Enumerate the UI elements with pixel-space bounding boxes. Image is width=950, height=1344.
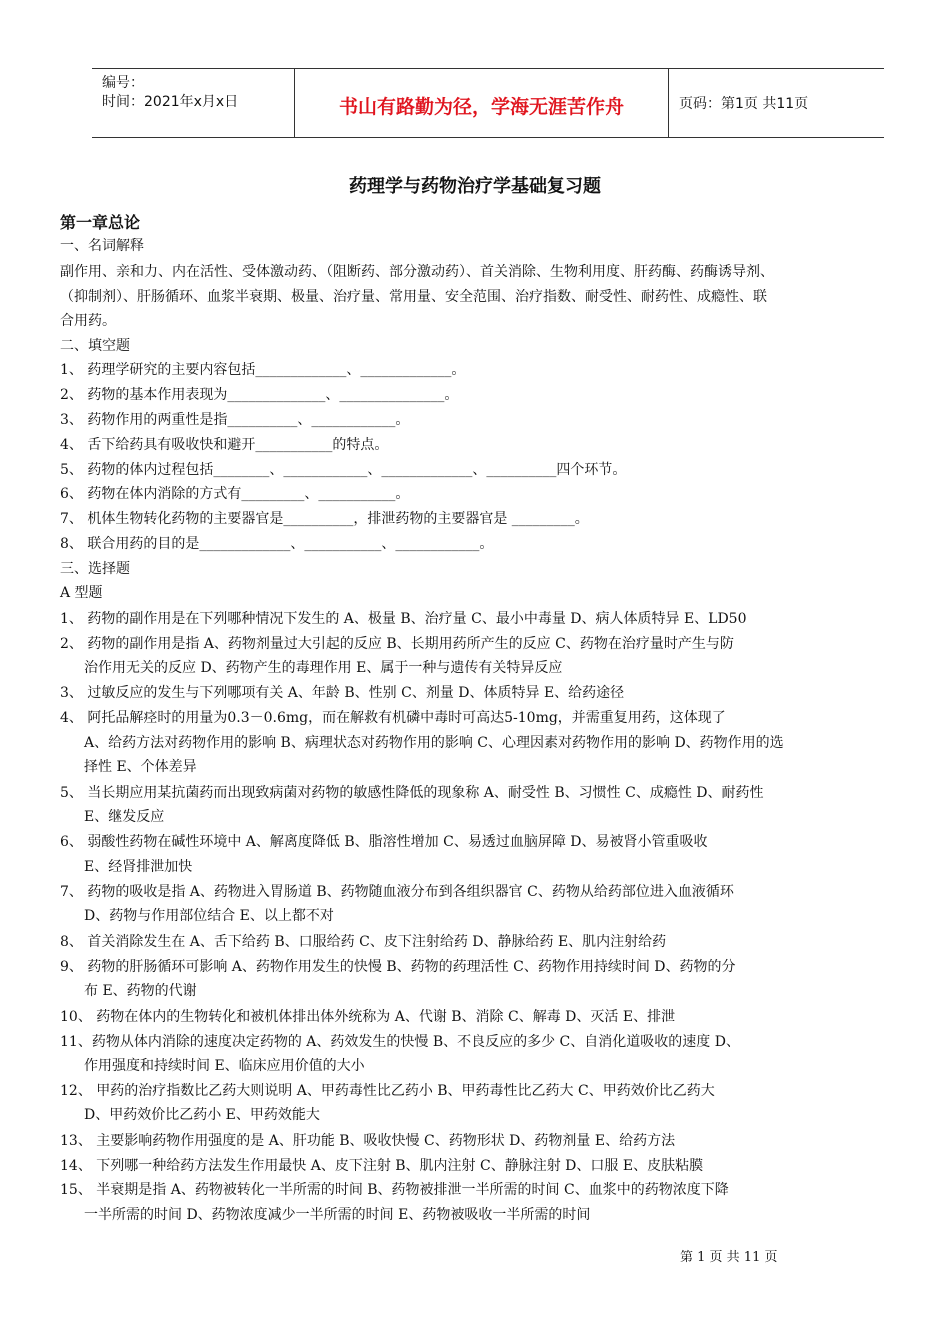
- header-motto-cell: [295, 69, 669, 137]
- header-left-cell: [92, 69, 295, 137]
- text-line: 5、 当长期应用某抗菌药而出现致病菌对药物的敏感性降低的现象称 A、耐受性 B、习惯性 C、成瘾性 D、耐药性: [60, 785, 764, 801]
- text-line: 1、 药物的副作用是在下列哪种情况下发生的 A、极量 B、治疗量 C、最小中毒量 D、病人体质特异 E、LD50: [60, 611, 747, 627]
- text-line: 4、 舌下给药具有吸收快和避开___________的特点。: [60, 437, 389, 453]
- text-line: 7、 药物的吸收是指 A、药物进入胃肠道 B、药物随血液分布到各组织器官 C、药物从给药部位进入血液循环: [60, 884, 734, 900]
- text-line: 一、名词解释: [60, 238, 144, 254]
- text-line: 11、药物从体内消除的速度决定药物的 A、药效发生的快慢 B、不良反应的多少 C、自消化道吸收的速度 D、: [60, 1034, 740, 1050]
- text-line: 15、 半衰期是指 A、药物被转化一半所需的时间 B、药物被排泄一半所需的时间 C、血浆中的药物浓度下降: [60, 1182, 729, 1198]
- text-line: 14、 下列哪一种给药方法发生作用最快 A、皮下注射 B、肌内注射 C、静脉注射 D、口服 E、皮肤粘膜: [60, 1158, 704, 1174]
- text-line: 2、 药物的副作用是指 A、药物剂量过大引起的反应 B、长期用药所产生的反应 C、药物在治疗量时产生与防: [60, 636, 734, 652]
- text-line: 副作用、亲和力、内在活性、受体激动药、（阻断药、部分激动药）、首关消除、生物利用度、肝药酶、药酶诱导剂、: [60, 264, 774, 280]
- text-line: 13、 主要影响药物作用强度的是 A、肝功能 B、吸收快慢 C、药物形状 D、药物剂量 E、给药方法: [60, 1133, 676, 1149]
- text-line: 9、 药物的肝肠循环可影响 A、药物作用发生的快慢 B、药物的药理活性 C、药物作用持续时间 D、药物的分: [60, 959, 736, 975]
- text-line: （抑制剂）、肝肠循环、血浆半衰期、极量、治疗量、常用量、安全范围、治疗指数、耐受性、耐药性、成瘾性、联: [60, 289, 767, 305]
- text-line: 合用药。: [60, 313, 116, 329]
- page-info: 页码：第1页 共11页: [679, 96, 809, 112]
- text-line: 三、选择题: [60, 561, 130, 577]
- text-line: D、甲药效价比乙药小 E、甲药效能大: [84, 1107, 320, 1123]
- text-line: 8、 联合用药的目的是_____________、___________、____________。: [60, 536, 494, 552]
- text-line: 1、 药理学研究的主要内容包括_____________、_____________。: [60, 362, 466, 378]
- text-line: 一半所需的时间 D、药物浓度减少一半所需的时间 E、药物被吸收一半所需的时间: [84, 1207, 591, 1223]
- motto-text: 书山有路勤为径，学海无涯苦作舟: [338, 96, 624, 118]
- text-line: 4、 阿托品解痉时的用量为0.3－0.6mg，而在解救有机磷中毒时可高达5-10mg，并需重复用药，这体现了: [60, 710, 726, 726]
- text-line: E、继发反应: [84, 809, 165, 825]
- text-line: 3、 药物作用的两重性是指__________、____________。: [60, 412, 410, 428]
- text-line: 作用强度和持续时间 E、临床应用价值的大小: [84, 1058, 365, 1074]
- text-line: E、经肾排泄加快: [84, 859, 193, 875]
- document-title: 药理学与药物治疗学基础复习题: [349, 176, 601, 197]
- chapter-heading: 第一章总论: [60, 213, 141, 232]
- text-line: 布 E、药物的代谢: [84, 983, 197, 999]
- text-line: 择性 E、个体差异: [84, 759, 197, 775]
- text-line: A、给药方法对药物作用的影响 B、病理状态对药物作用的影响 C、心理因素对药物作用的影响 D、药物作用的选: [84, 735, 784, 751]
- text-line: 6、 药物在体内消除的方式有_________、___________。: [60, 486, 410, 502]
- text-line: 8、 首关消除发生在 A、舌下给药 B、口服给药 C、皮下注射给药 D、静脉给药 E、肌内注射给药: [60, 934, 667, 950]
- text-line: D、药物与作用部位结合 E、以上都不对: [84, 908, 334, 924]
- text-line: 12、 甲药的治疗指数比乙药大则说明 A、甲药毒性比乙药小 B、甲药毒性比乙药大 C、甲药效价比乙药大: [60, 1083, 715, 1099]
- text-line: 二、填空题: [60, 338, 130, 354]
- time-label: 时间：2021年x月x日: [102, 94, 239, 110]
- text-line: 治作用无关的反应 D、药物产生的毒理作用 E、属于一种与遗传有关特异反应: [84, 660, 563, 676]
- text-line: 6、 弱酸性药物在碱性环境中 A、解离度降低 B、脂溶性增加 C、易透过血脑屏障 D、易被肾小管重吸收: [60, 834, 708, 850]
- page-footer: 第 1 页 共 11 页: [680, 1250, 778, 1265]
- page-header-table: [92, 68, 884, 138]
- text-line: 7、 机体生物转化药物的主要器官是__________，排泄药物的主要器官是 _________。: [60, 511, 589, 527]
- text-line: 3、 过敏反应的发生与下列哪项有关 A、年龄 B、性别 C、剂量 D、体质特异 E、给药途径: [60, 685, 625, 701]
- text-line: 2、 药物的基本作用表现为______________、_______________。: [60, 387, 459, 403]
- serial-label: 编号：: [102, 75, 144, 91]
- text-line: 10、 药物在体内的生物转化和被机体排出体外统称为 A、代谢 B、消除 C、解毒 D、灭活 E、排泄: [60, 1009, 676, 1025]
- text-line: A 型题: [60, 585, 103, 601]
- text-line: 5、 药物的体内过程包括________、____________、_____________、__________四个环节。: [60, 462, 627, 478]
- header-page-cell: [669, 69, 884, 137]
